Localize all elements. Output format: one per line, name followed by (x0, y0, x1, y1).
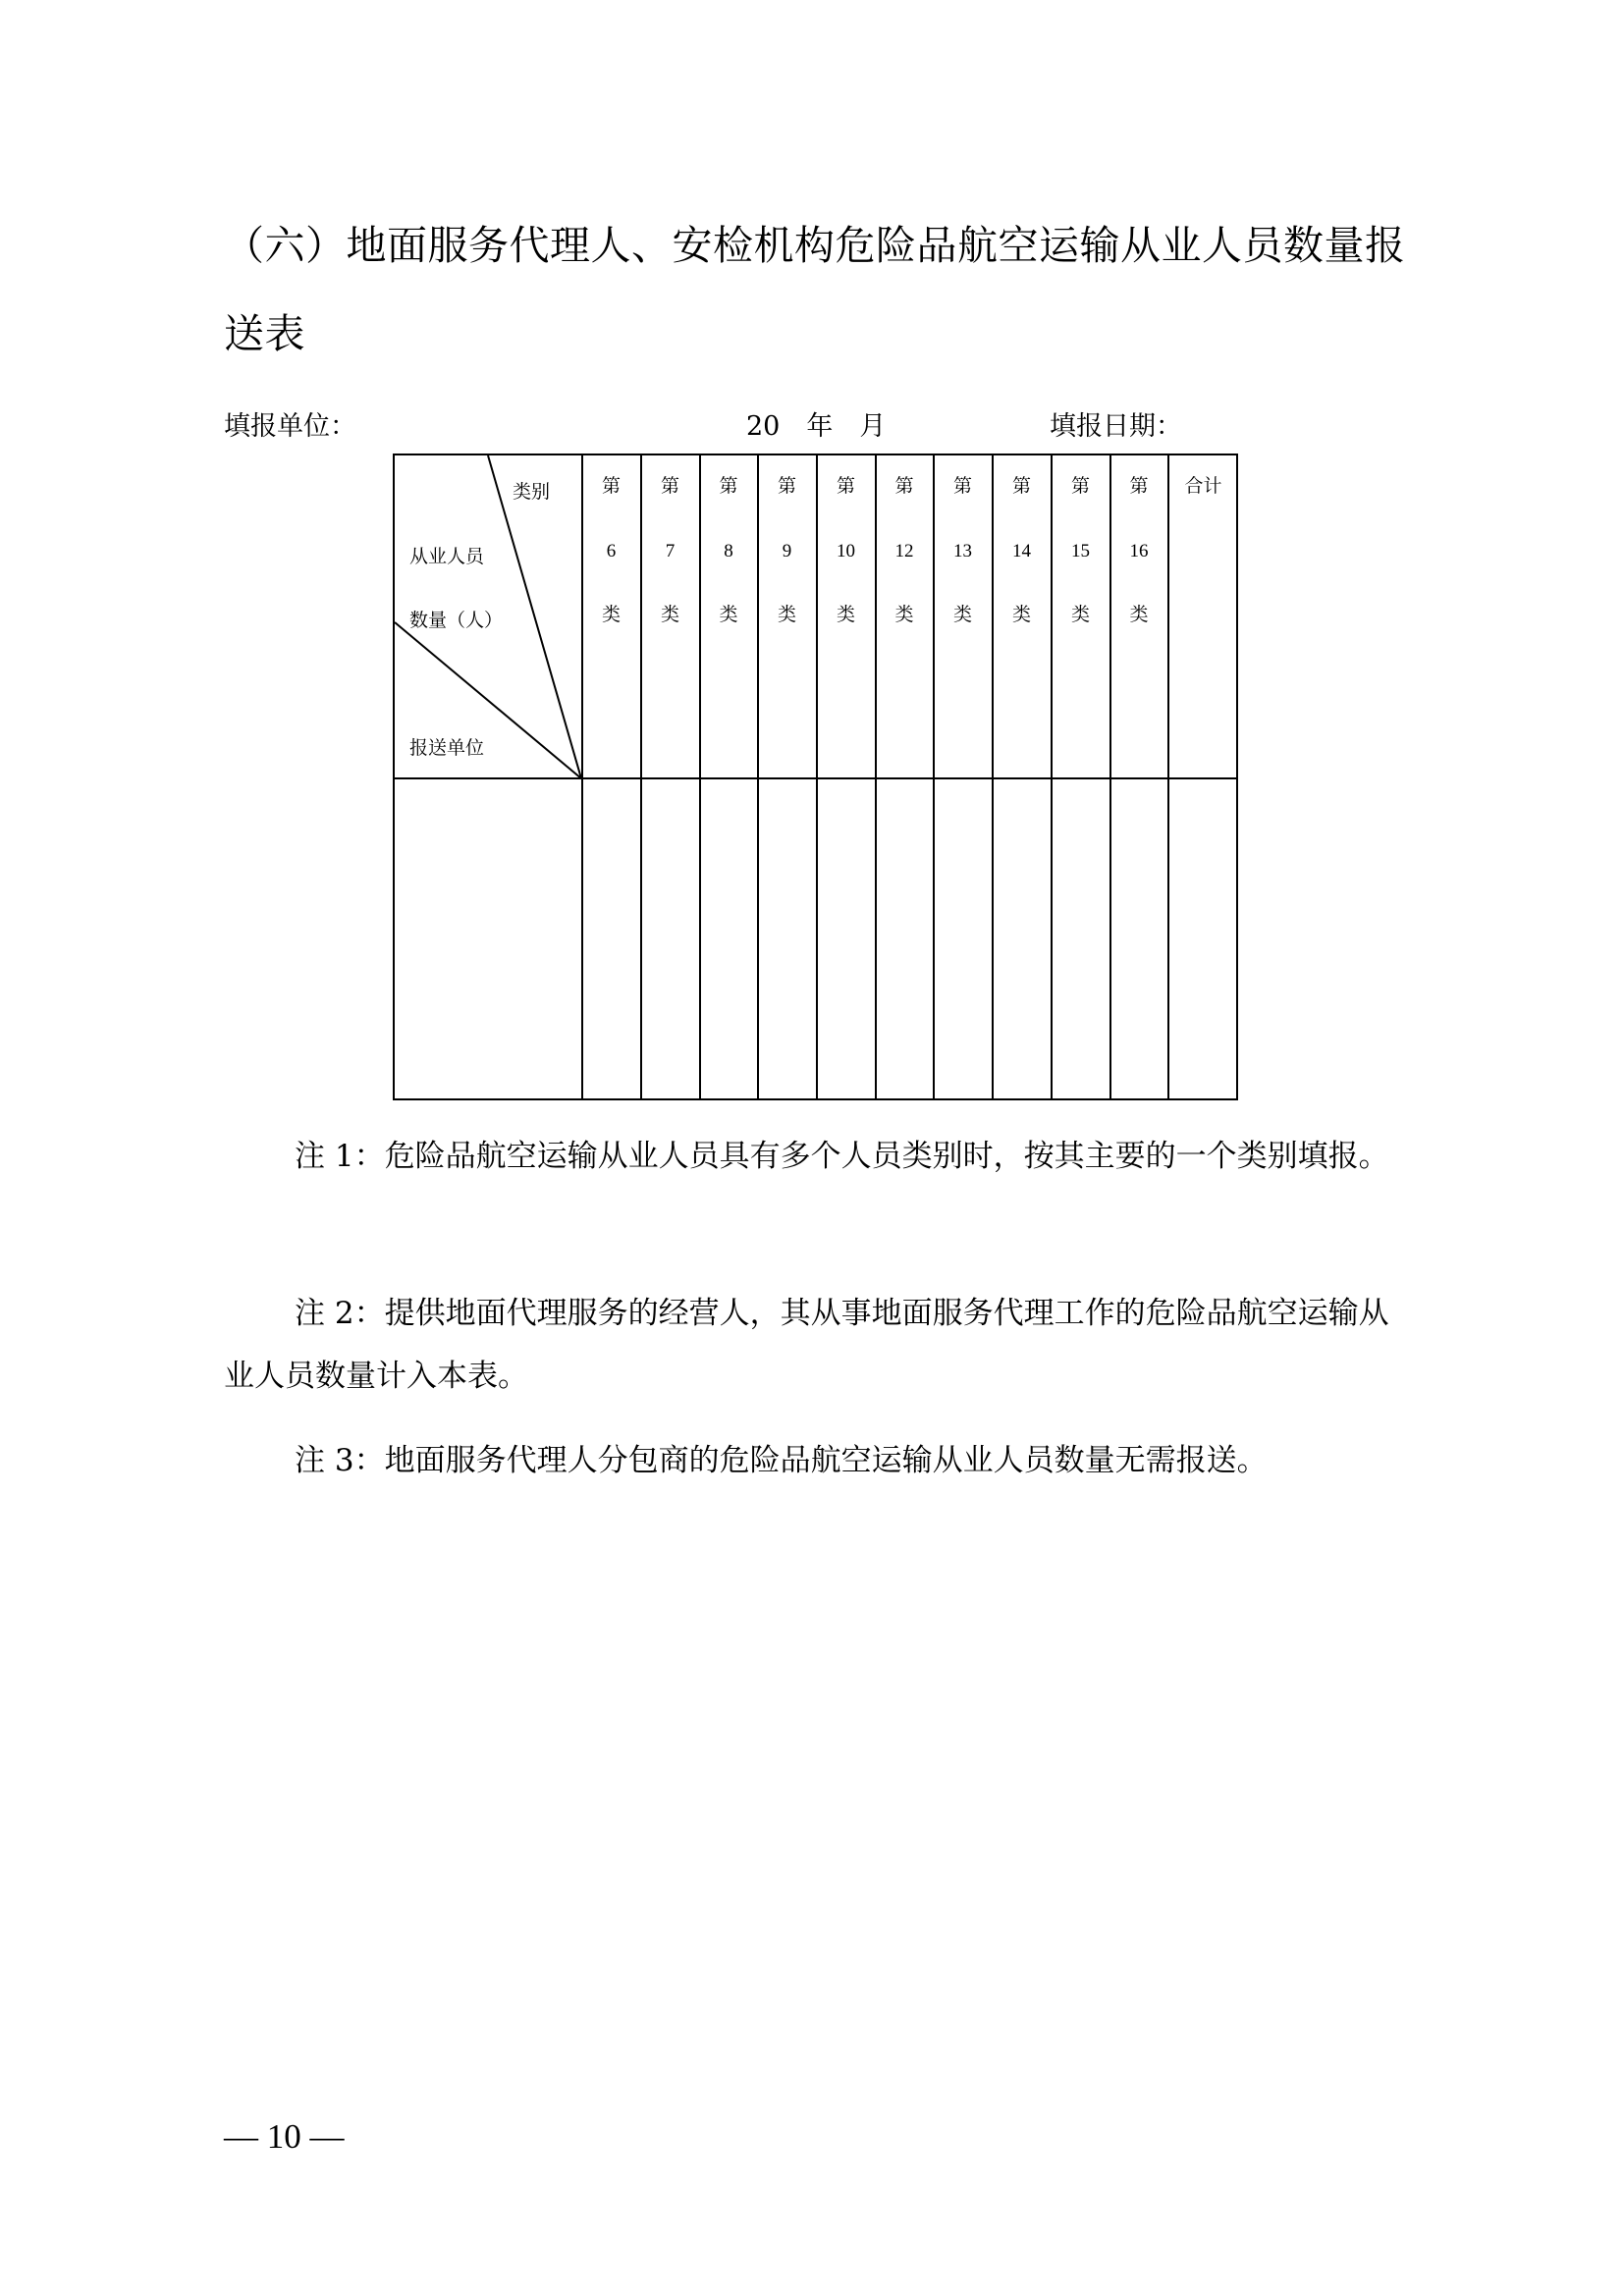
note-3: 注 3：地面服务代理人分包商的危险品航空运输从业人员数量无需报送。 (295, 1443, 1268, 1478)
period-label: 20 年 月 (746, 411, 887, 442)
header-unit-label: 报送单位 (409, 737, 485, 759)
document-title: （六）地面服务代理人、安检机构危险品航空运输从业人员数量报送表 (224, 222, 1406, 357)
page-number: — 10 — (224, 2117, 345, 2156)
column-header-class-6: 第 6 类 (601, 475, 621, 625)
column-header-class-12: 第 12 类 (894, 475, 914, 625)
header-personnel-label-line2: 数量（人） (409, 610, 504, 631)
fill-date-label: 填报日期： (1050, 411, 1182, 442)
column-header-class-15: 第 15 类 (1070, 475, 1090, 625)
column-header-class-14: 第 14 类 (1011, 475, 1031, 625)
header-personnel-label-line1: 从业人员 (409, 546, 485, 567)
fill-unit-label: 填报单位： (224, 411, 356, 442)
column-header-class-13: 第 13 类 (952, 475, 972, 625)
report-table (393, 454, 1238, 1100)
header-category-label: 类别 (513, 481, 551, 503)
column-header-class-16: 第 16 类 (1129, 475, 1149, 625)
column-header-class-7: 第 7 类 (660, 475, 679, 625)
column-header-class-9: 第 9 类 (777, 475, 796, 625)
column-header-class-8: 第 8 类 (719, 475, 738, 625)
note-1: 注 1：危险品航空运输从业人员具有多个人员类别时，按其主要的一个类别填报。 (295, 1139, 1389, 1174)
column-header-class-10: 第 10 类 (836, 475, 855, 625)
note-2: 注 2：提供地面代理服务的经营人，其从事地面服务代理工作的危险品航空运输从业人员数量计入本表。 (224, 1296, 1389, 1394)
column-header-total: 合计 (1184, 475, 1222, 497)
